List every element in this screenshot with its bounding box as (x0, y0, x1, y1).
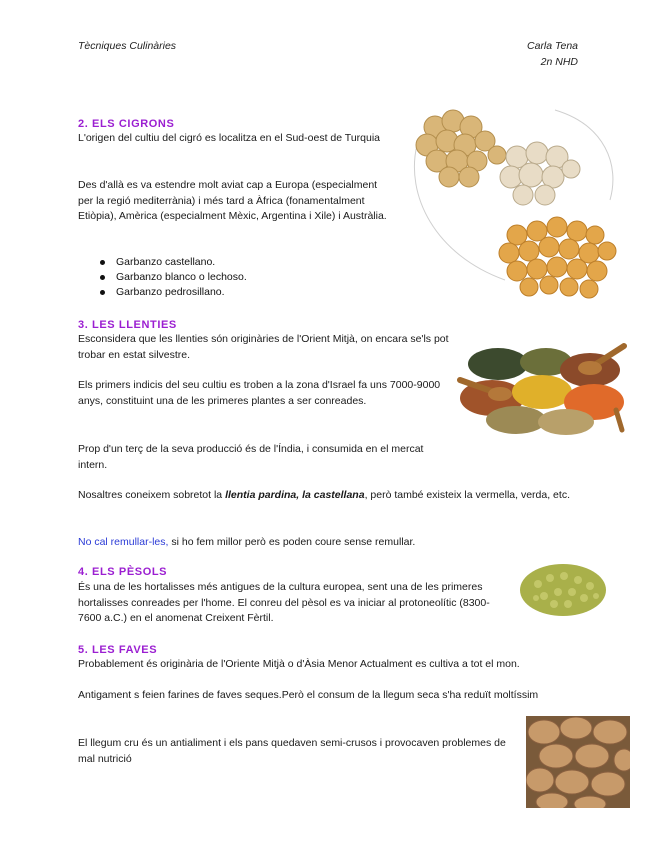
cigrons-list (78, 255, 378, 300)
section-title-faves: 5. LES FAVES (78, 644, 158, 656)
list-item: Garbanzo pedrosillano. (78, 285, 378, 300)
llenties-paragraph-5 (78, 535, 578, 551)
header-left: Tècniques Culinàries (78, 40, 177, 52)
header-right-class: 2n NHD (540, 56, 578, 68)
list-item: Garbanzo castellano. (78, 255, 378, 270)
llenties-p4-text-a: Nosaltres coneixem sobretot la (78, 489, 226, 501)
llenties-p4-text-b: , però també existeix la vermella, verda, etc. (364, 489, 570, 501)
llenties-paragraph-2: Els primers indicis del seu cultiu es troben a la zona d'Israel fa uns 7000-9000 anys, constituint una de les primeres plantes a ser conreades. (78, 379, 441, 407)
pesols-paragraph-1: És una de les hortalisses més antigues de la cultura europea, sent una de les primeres hortalisses conreades per l'home. El conreu del pèsol es va iniciar al protoneolític (8300-7600 a.C.) en el anomenat Creixent Fèrtil. (78, 581, 490, 624)
cigrons-paragraph-1: L'origen del cultiu del cigró es localitza en el Sud-oest de Turquia (78, 132, 381, 144)
faves-paragraph-2: Antigament s feien farines de faves seques.Però el consum de la llegum seca s'ha reduït moltíssim (78, 689, 539, 701)
llenties-paragraph-1: Esconsidera que les llenties són originàries de l'Orient Mitjà, on encara se'ls pot trobar en estat silvestre. (78, 333, 449, 361)
lentils-image (456, 340, 628, 435)
faves-paragraph-1: Probablement és originària de l'Oriente Mitjà o d'Àsia Menor Actualment es cultiva a tot el mon. (78, 658, 520, 670)
chickpeas-image (405, 105, 630, 305)
faves-paragraph-3: El llegum cru és un antialiment i els pans quedaven semi-crusos i provocaven problemes de mal nutrició (78, 737, 506, 765)
section-title-pesols: 4. ELS PÈSOLS (78, 566, 168, 578)
section-title-cigrons: 2. ELS CIGRONS (78, 118, 175, 130)
cigrons-paragraph-2: Des d'allà es va estendre molt aviat cap a Europa (especialment per la regió mediterrània) i més tard a Àfrica (fonamentalment Etiòpia), Amèrica (especialment Mèxic, Argentina i Xile) i Austràlia. (78, 179, 387, 222)
llenties-p5-text: si ho fem millor però es poden coure sense remullar. (168, 536, 416, 548)
list-item: Garbanzo blanco o lechoso. (78, 270, 378, 285)
soak-note: No cal remullar-les, (78, 536, 169, 548)
llenties-paragraph-4 (78, 488, 583, 504)
header-right-name: Carla Tena (527, 40, 578, 52)
peas-image (518, 560, 608, 618)
llenties-p4-emphasis: llentia pardina, la castellana (225, 489, 365, 501)
broad-beans-image (526, 716, 630, 808)
section-title-llenties: 3. LES LLENTIES (78, 319, 177, 331)
llenties-paragraph-3: Prop d'un terç de la seva producció és de l'Índia, i consumida en el mercat intern. (78, 443, 424, 471)
